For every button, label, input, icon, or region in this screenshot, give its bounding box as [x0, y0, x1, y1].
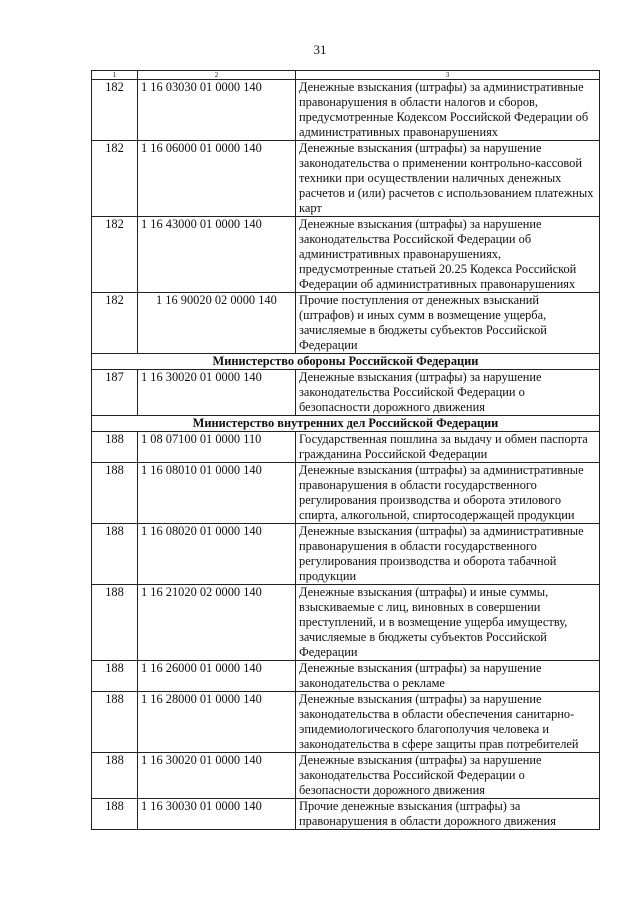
table-row	[92, 80, 600, 141]
administrator-code: 188	[92, 753, 138, 799]
section-header-row	[92, 354, 600, 370]
table-row	[92, 661, 600, 692]
revenue-description: Денежные взыскания (штрафы) за нарушение законодательства Российской Федерации о безопасности дорожного движения	[296, 753, 600, 799]
budget-classification-code: 1 16 30020 01 0000 140	[138, 753, 296, 799]
administrator-code: 182	[92, 80, 138, 141]
revenue-description: Денежные взыскания (штрафы) за административные правонарушения в области налогов и сборов, предусмотренные Кодексом Российской Федерации об административных правонарушениях	[296, 80, 600, 141]
revenue-description: Денежные взыскания (штрафы) за административные правонарушения в области государственного регулирования производства и оборота табачной продукции	[296, 524, 600, 585]
table-row	[92, 585, 600, 661]
budget-classification-code: 1 08 07100 01 0000 110	[138, 432, 296, 463]
section-title: Министерство обороны Российской Федерации	[92, 354, 600, 370]
administrator-code: 188	[92, 661, 138, 692]
budget-classification-code: 1 16 21020 02 0000 140	[138, 585, 296, 661]
revenue-description: Денежные взыскания (штрафы) за нарушение законодательства в области обеспечения санитарно-эпидемиологического благополучия человека и законодательства в сфере защиты прав потребителей	[296, 692, 600, 753]
budget-classification-code: 1 16 08020 01 0000 140	[138, 524, 296, 585]
administrator-code: 182	[92, 293, 138, 354]
budget-classification-code: 1 16 08010 01 0000 140	[138, 463, 296, 524]
budget-classification-code: 1 16 43000 01 0000 140	[138, 217, 296, 293]
column-number: 1	[92, 71, 138, 80]
table-body	[92, 80, 600, 830]
page-number: 31	[313, 42, 327, 57]
revenue-description: Денежные взыскания (штрафы) за нарушение законодательства Российской Федерации об административных правонарушениях, предусмотренные статьей 20.25 Кодекса Российской Федерации об административных правонарушениях	[296, 217, 600, 293]
revenue-description: Прочие поступления от денежных взысканий (штрафов) и иных сумм в возмещение ущерба, зачисляемые в бюджеты субъектов Российской Федерации	[296, 293, 600, 354]
budget-classification-code: 1 16 30020 01 0000 140	[138, 370, 296, 416]
table-row	[92, 217, 600, 293]
revenue-description: Денежные взыскания (штрафы) за нарушение законодательства Российской Федерации о безопасности дорожного движения	[296, 370, 600, 416]
administrator-code: 188	[92, 585, 138, 661]
table-row	[92, 141, 600, 217]
budget-classification-code: 1 16 26000 01 0000 140	[138, 661, 296, 692]
section-header-row	[92, 416, 600, 432]
table-row	[92, 524, 600, 585]
revenue-description: Денежные взыскания (штрафы) за нарушение законодательства о применении контрольно-кассовой техники при осуществлении наличных денежных расчетов и (или) расчетов с использованием платежных карт	[296, 141, 600, 217]
revenue-description: Денежные взыскания (штрафы) за нарушение законодательства о рекламе	[296, 661, 600, 692]
table-row	[92, 692, 600, 753]
column-number-row	[92, 71, 600, 80]
revenue-description: Денежные взыскания (штрафы) и иные суммы, взыскиваемые с лиц, виновных в совершении преступлений, и в возмещение ущерба имуществу, зачисляемые в бюджеты субъектов Российской Федерации	[296, 585, 600, 661]
revenue-description: Денежные взыскания (штрафы) за административные правонарушения в области государственного регулирования производства и оборота этилового спирта, алкогольной, спиртосодержащей продукции	[296, 463, 600, 524]
budget-classification-code: 1 16 30030 01 0000 140	[138, 799, 296, 830]
administrator-code: 188	[92, 432, 138, 463]
column-number: 2	[138, 71, 296, 80]
column-number: 3	[296, 71, 600, 80]
administrator-code: 182	[92, 217, 138, 293]
revenue-description: Прочие денежные взыскания (штрафы) за правонарушения в области дорожного движения	[296, 799, 600, 830]
table-row	[92, 432, 600, 463]
table-row	[92, 463, 600, 524]
budget-classification-code: 1 16 28000 01 0000 140	[138, 692, 296, 753]
table-row	[92, 370, 600, 416]
budget-classification-code: 1 16 03030 01 0000 140	[138, 80, 296, 141]
budget-classification-code: 1 16 06000 01 0000 140	[138, 141, 296, 217]
administrator-code: 188	[92, 463, 138, 524]
administrator-code: 188	[92, 799, 138, 830]
administrator-code: 182	[92, 141, 138, 217]
table-row	[92, 293, 600, 354]
administrator-code: 188	[92, 524, 138, 585]
table-row	[92, 799, 600, 830]
revenue-codes-table	[91, 70, 600, 830]
administrator-code: 187	[92, 370, 138, 416]
section-title: Министерство внутренних дел Российской Федерации	[92, 416, 600, 432]
table-row	[92, 753, 600, 799]
revenue-description: Государственная пошлина за выдачу и обмен паспорта гражданина Российской Федерации	[296, 432, 600, 463]
administrator-code: 188	[92, 692, 138, 753]
budget-classification-code: 1 16 90020 02 0000 140	[138, 293, 296, 354]
